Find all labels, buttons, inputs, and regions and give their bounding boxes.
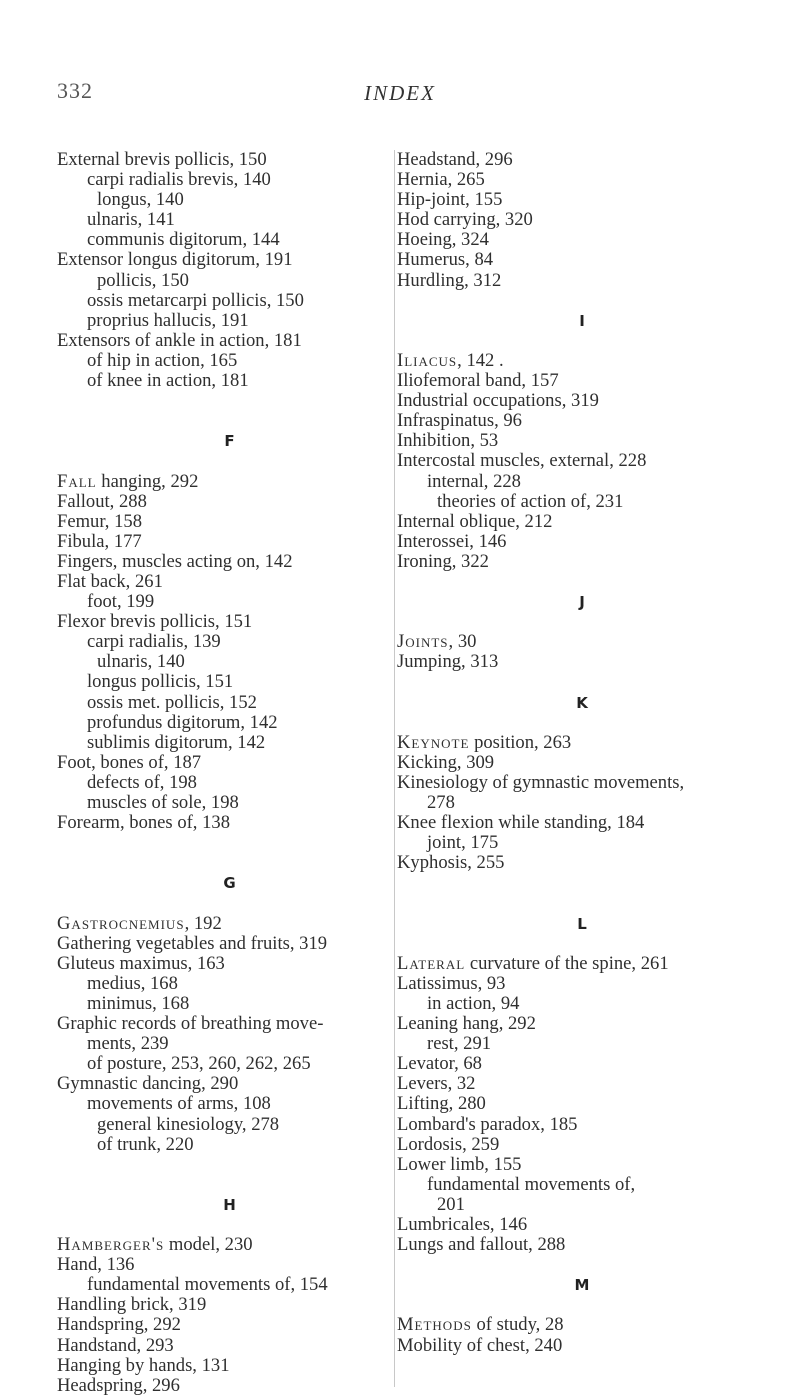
index-entry: Iliofemoral band, 157 xyxy=(397,370,559,392)
index-entry: Extensors of ankle in action, 181 xyxy=(57,329,302,351)
index-section-letter: M xyxy=(574,1276,590,1295)
index-subentry: rest, 291 xyxy=(427,1033,492,1055)
index-entry: Femur, 158 xyxy=(57,510,142,532)
index-entry: Fibula, 177 xyxy=(57,530,142,552)
index-entry: Kyphosis, 255 xyxy=(397,852,505,874)
section-spacer xyxy=(57,893,402,913)
index-subentry: general kinesiology, 278 xyxy=(97,1113,280,1135)
index-entry: Lungs and fallout, 288 xyxy=(397,1234,566,1256)
index-entry: Kicking, 309 xyxy=(397,751,495,773)
index-entry: Graphic records of breathing move- xyxy=(57,1013,324,1035)
index-subentry: internal, 228 xyxy=(427,470,521,492)
index-entry: Iliacus, 142 . xyxy=(397,349,504,371)
section-spacer xyxy=(57,391,402,431)
index-entry: Lower limb, 155 xyxy=(397,1153,522,1175)
index-entry: Ironing, 322 xyxy=(397,550,489,572)
index-entry: Industrial occupations, 319 xyxy=(397,390,599,412)
index-entry: Handspring, 292 xyxy=(57,1314,181,1336)
section-spacer xyxy=(57,451,402,471)
index-entry: Gastrocnemius, 192 xyxy=(57,912,222,934)
index-subentry: minimus, 168 xyxy=(87,992,190,1014)
index-entry: Levator, 68 xyxy=(397,1053,482,1075)
index-entry: Hoeing, 324 xyxy=(397,229,489,251)
index-section-letter: L xyxy=(577,914,587,933)
index-entry: Hand, 136 xyxy=(57,1254,135,1276)
index-entry: Internal oblique, 212 xyxy=(397,510,553,532)
section-spacer xyxy=(397,612,767,632)
index-subentry: ulnaris, 140 xyxy=(97,651,185,673)
section-spacer xyxy=(397,1295,767,1315)
index-subentry: longus, 140 xyxy=(97,189,184,211)
index-entry: Gluteus maximus, 163 xyxy=(57,952,225,974)
index-entry: Hernia, 265 xyxy=(397,169,485,191)
index-entry: Headspring, 296 xyxy=(57,1374,180,1396)
index-entry: Hamberger's model, 230 xyxy=(57,1234,253,1256)
section-spacer xyxy=(397,934,767,954)
index-entry: Headstand, 296 xyxy=(397,149,513,170)
index-entry: Hod carrying, 320 xyxy=(397,209,533,231)
index-subentry: ossis metarcarpi pollicis, 150 xyxy=(87,289,304,311)
index-subentry: ulnaris, 141 xyxy=(87,209,175,231)
section-spacer xyxy=(57,1155,402,1195)
index-subentry: 278 xyxy=(427,792,455,813)
index-subentry: joint, 175 xyxy=(427,832,499,854)
index-entry: Hanging by hands, 131 xyxy=(57,1354,230,1376)
index-entry: Inhibition, 53 xyxy=(397,430,499,452)
index-entry: Handstand, 293 xyxy=(57,1334,174,1356)
index-section-letter: J xyxy=(579,593,585,612)
index-entry: Kinesiology of gymnastic movements, xyxy=(397,771,685,793)
index-entry: Interossei, 146 xyxy=(397,530,507,552)
index-section-letter: K xyxy=(576,693,588,712)
index-entry: Lifting, 280 xyxy=(397,1093,486,1115)
index-entry: Gathering vegetables and fruits, 319 xyxy=(57,932,328,954)
index-section-letter: H xyxy=(223,1195,236,1214)
index-subentry: carpi radialis brevis, 140 xyxy=(87,169,271,191)
index-subentry: 201 xyxy=(437,1193,465,1215)
index-entry: Extensor longus digitorum, 191 xyxy=(57,249,293,271)
index-entry: Fall hanging, 292 xyxy=(57,470,199,492)
index-subentry: of posture, 253, 260, 262, 265 xyxy=(87,1053,311,1075)
index-entry: Gymnastic dancing, 290 xyxy=(57,1073,239,1095)
index-column-right xyxy=(397,150,767,1356)
section-spacer xyxy=(397,291,767,311)
index-subentry: theories of action of, 231 xyxy=(437,490,624,512)
index-section-letter: G xyxy=(223,874,236,893)
index-entry: Foot, bones of, 187 xyxy=(57,751,202,773)
index-entry: Flat back, 261 xyxy=(57,570,163,592)
index-entry: Handling brick, 319 xyxy=(57,1294,207,1316)
index-subentry: communis digitorum, 144 xyxy=(87,229,280,251)
index-entry: Intercostal muscles, external, 228 xyxy=(397,450,647,472)
index-entry: Lombard's paradox, 185 xyxy=(397,1113,578,1135)
index-subentry: of trunk, 220 xyxy=(97,1133,194,1155)
index-entry: Leaning hang, 292 xyxy=(397,1013,536,1035)
index-entry: Infraspinatus, 96 xyxy=(397,410,522,432)
index-section-letter: I xyxy=(579,311,585,330)
index-subentry: ossis met. pollicis, 152 xyxy=(87,691,257,713)
index-entry: Forearm, bones of, 138 xyxy=(57,812,230,834)
section-spacer xyxy=(397,713,767,733)
index-subentry: foot, 199 xyxy=(87,591,155,613)
index-subentry: carpi radialis, 139 xyxy=(87,631,221,653)
index-entry: Levers, 32 xyxy=(397,1073,476,1095)
index-entry: Lordosis, 259 xyxy=(397,1133,500,1155)
page-number: 332 xyxy=(57,78,93,103)
index-subentry: fundamental movements of, xyxy=(427,1173,636,1195)
section-spacer xyxy=(397,873,767,913)
index-entry: Hip-joint, 155 xyxy=(397,189,503,211)
index-subentry: of knee in action, 181 xyxy=(87,370,249,392)
index-entry: Flexor brevis pollicis, 151 xyxy=(57,611,253,633)
index-subentry: of hip in action, 165 xyxy=(87,349,238,371)
index-subentry: pollicis, 150 xyxy=(97,269,189,291)
index-subentry: sublimis digitorum, 142 xyxy=(87,731,266,753)
index-subentry: ments, 239 xyxy=(87,1033,169,1055)
index-entry: Hurdling, 312 xyxy=(397,269,502,291)
index-subentry: muscles of sole, 198 xyxy=(87,792,239,813)
index-entry: Fallout, 288 xyxy=(57,490,147,512)
index-entry: Keynote position, 263 xyxy=(397,731,572,753)
index-section-letter: F xyxy=(224,432,235,451)
section-spacer xyxy=(397,331,767,351)
index-subentry: defects of, 198 xyxy=(87,771,197,793)
index-entry: Fingers, muscles acting on, 142 xyxy=(57,550,293,572)
section-spacer xyxy=(397,1255,767,1275)
index-entry: Humerus, 84 xyxy=(397,249,494,271)
index-subentry: fundamental movements of, 154 xyxy=(87,1274,328,1296)
index-subentry: in action, 94 xyxy=(427,992,520,1014)
index-entry: Joints, 30 xyxy=(397,631,477,653)
index-subentry: proprius hallucis, 191 xyxy=(87,309,249,331)
index-subentry: medius, 168 xyxy=(87,972,178,994)
index-entry: External brevis pollicis, 150 xyxy=(57,149,267,170)
section-spacer xyxy=(397,572,767,592)
section-spacer xyxy=(57,1215,402,1235)
index-column-left xyxy=(57,150,402,1396)
index-subentry: movements of arms, 108 xyxy=(87,1093,271,1115)
index-entry: Jumping, 313 xyxy=(397,651,499,673)
index-entry: Lateral curvature of the spine, 261 xyxy=(397,952,669,974)
index-entry: Knee flexion while standing, 184 xyxy=(397,812,645,834)
index-subentry: profundus digitorum, 142 xyxy=(87,711,278,733)
index-entry: Lumbricales, 146 xyxy=(397,1213,528,1235)
index-entry: Mobility of chest, 240 xyxy=(397,1334,563,1356)
section-spacer xyxy=(397,672,767,692)
running-head: INDEX xyxy=(364,81,436,105)
index-subentry: longus pollicis, 151 xyxy=(87,671,234,693)
index-entry: Methods of study, 28 xyxy=(397,1314,564,1336)
index-entry: Latissimus, 93 xyxy=(397,972,506,994)
section-spacer xyxy=(57,833,402,873)
